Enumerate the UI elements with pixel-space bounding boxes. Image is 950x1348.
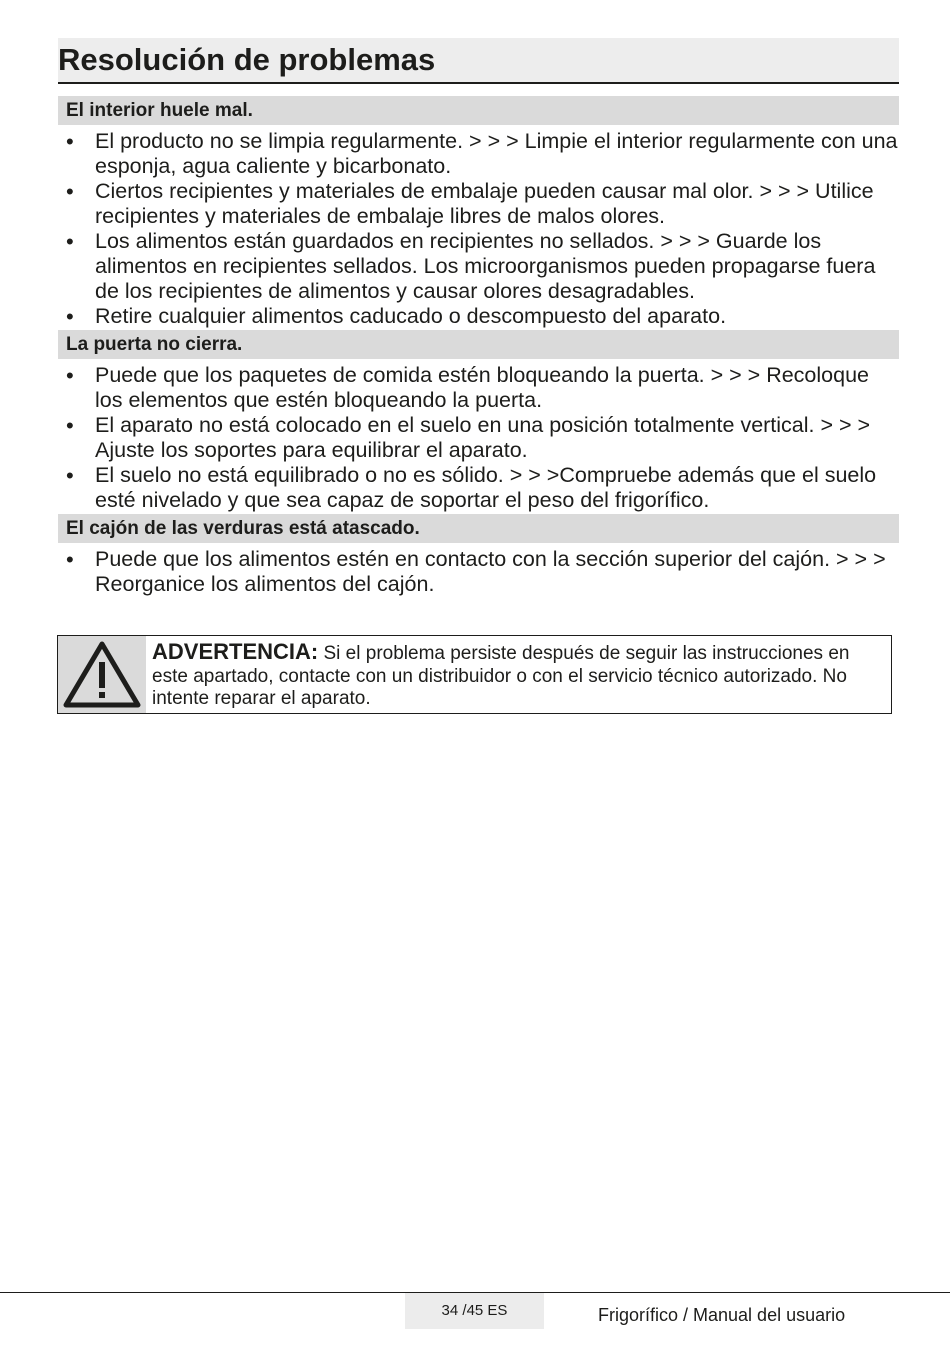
section-list-smell [58, 129, 899, 329]
list-item: • El suelo no está equilibrado o no es sólido. > > >Compruebe además que el suelo esté nivelado y que sea capaz de soportar el peso del frigorífico. [58, 463, 899, 513]
section-heading-door [58, 330, 899, 359]
list-item: • El aparato no está colocado en el suelo en una posición totalmente vertical. > > > Ajuste los soportes para equilibrar el aparato. [58, 413, 899, 463]
section-heading-drawer [58, 514, 899, 543]
warning-body: Si el problema persiste después de seguir las instrucciones en este apartado, contacte con un distribuidor o con el servicio técnico autorizado. No intente reparar el aparato. [152, 643, 850, 709]
page-number-box [405, 1293, 544, 1329]
section-heading-smell [58, 96, 899, 125]
page-title: Resolución de problemas [58, 42, 436, 77]
page-number: 34 /45 ES [441, 1302, 508, 1319]
footer-doc-title: Frigorífico / Manual del usuario [598, 1305, 846, 1325]
section-heading-text: La puerta no cierra. [66, 334, 243, 355]
list-item: • El producto no se limpia regularmente. > > > Limpie el interior regularmente con una esponja, agua caliente y bicarbonato. [58, 129, 899, 179]
warning-icon-box [58, 636, 146, 713]
list-item: • Retire cualquier alimentos caducado o descompuesto del aparato. [58, 304, 899, 329]
warning-triangle-icon [62, 640, 142, 709]
section-heading-text: El interior huele mal. [66, 100, 253, 121]
list-item: • Puede que los alimentos estén en contacto con la sección superior del cajón. > > > Reorganice los alimentos del cajón. [58, 547, 899, 597]
warning-text [152, 641, 888, 711]
list-item: • Ciertos recipientes y materiales de embalaje pueden causar mal olor. > > > Utilice recipientes y materiales de embalaje libres de malos olores. [58, 179, 899, 229]
section-list-door [58, 363, 899, 513]
warning-label: ADVERTENCIA: [152, 639, 319, 664]
warning-box [57, 635, 892, 714]
title-bar [58, 38, 899, 84]
list-item: • Los alimentos están guardados en recipientes no sellados. > > > Guarde los alimentos en recipientes sellados. Los microorganismos pueden propagarse fuera de los recipientes de alimentos y causar olores desagradables. [58, 229, 899, 304]
section-list-drawer [58, 547, 899, 597]
section-heading-text: El cajón de las verduras está atascado. [66, 518, 420, 539]
list-item: • Puede que los paquetes de comida estén bloqueando la puerta. > > > Recoloque los elementos que estén bloqueando la puerta. [58, 363, 899, 413]
